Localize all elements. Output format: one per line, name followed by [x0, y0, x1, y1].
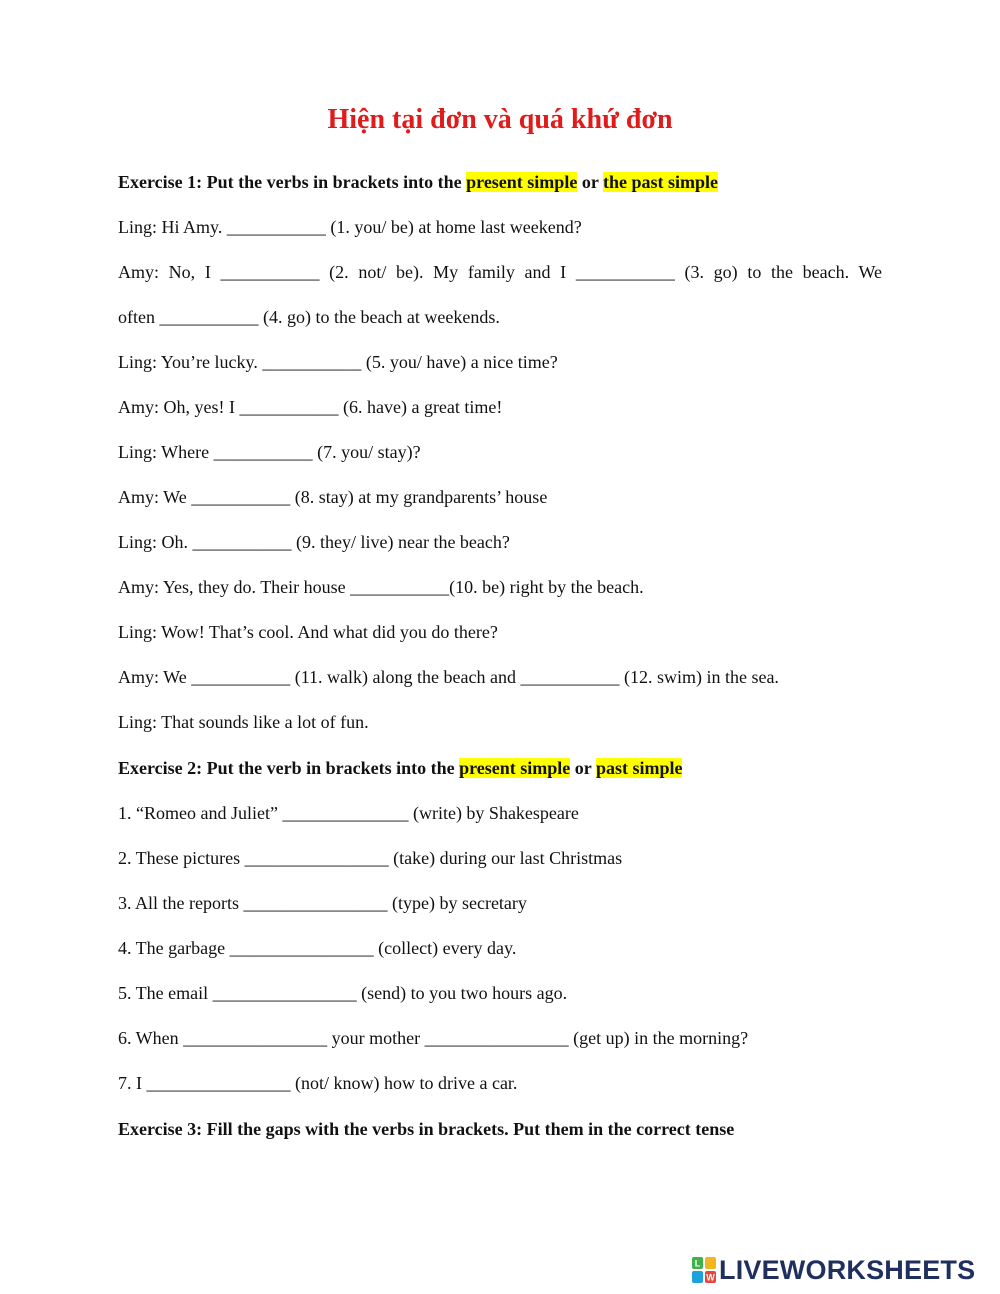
logo-mark-letter-l: L [694, 1258, 701, 1269]
exercise-2-item: 1. “Romeo and Juliet” ______________ (write) by Shakespeare [118, 803, 579, 823]
logo-mark-letter-w: W [706, 1272, 715, 1283]
exercise-1-line: Amy: Oh, yes! I ___________ (6. have) a great time! [118, 397, 503, 417]
exercise-2-item: 6. When ________________ your mother ________________ (get up) in the morning? [118, 1028, 749, 1048]
exercise-1-line: Amy: Yes, they do. Their house ___________(10. be) right by the beach. [118, 577, 644, 597]
liveworksheets-logo-icon [692, 1257, 716, 1283]
exercise-2-item: 7. I ________________ (not/ know) how to drive a car. [118, 1073, 518, 1093]
logo-text: LIVEWORKSHEETS [719, 1254, 976, 1285]
exercise-1-line: Ling: Where ___________ (7. you/ stay)? [118, 442, 421, 462]
exercise-2-heading-text: Exercise 2: Put the verb in brackets into the [118, 758, 460, 778]
exercise-1-line: Amy: We ___________ (8. stay) at my grandparents’ house [118, 487, 548, 507]
exercise-2-highlight-present: present simple [459, 758, 571, 778]
exercise-1-line: Ling: Oh. ___________ (9. they/ live) near the beach? [118, 532, 510, 552]
exercise-2-item: 4. The garbage ________________ (collect) every day. [118, 938, 517, 958]
exercise-1-highlight-past: the past simple [602, 172, 718, 192]
exercise-2-highlight-past: past simple [595, 758, 683, 778]
exercise-2-heading [118, 755, 682, 781]
page-title: Hiện tại đơn và quá khứ đơn [327, 104, 673, 135]
exercise-1-heading [118, 169, 718, 195]
exercise-1-heading-text: Exercise 1: Put the verbs in brackets into the [118, 172, 467, 192]
exercise-1-line: Ling: Hi Amy. ___________ (1. you/ be) at home last weekend? [118, 217, 582, 237]
exercise-2-item: 3. All the reports ________________ (type) by secretary [118, 893, 527, 913]
exercise-2-heading-joiner: or [570, 758, 596, 778]
exercise-2-item: 2. These pictures ________________ (take) during our last Christmas [118, 848, 623, 868]
exercise-1-heading-joiner: or [577, 172, 603, 192]
exercise-2-item: 5. The email ________________ (send) to you two hours ago. [118, 983, 568, 1003]
exercise-1-line: Amy: No, I ___________ (2. not/ be). My family and I ___________ (3. go) to the beach. We [118, 262, 882, 282]
liveworksheets-logo [692, 1254, 975, 1286]
exercise-1-line: often ___________ (4. go) to the beach at weekends. [118, 307, 500, 327]
exercise-1-line: Ling: That sounds like a lot of fun. [118, 712, 369, 732]
exercise-1-line: Amy: We ___________ (11. walk) along the beach and ___________ (12. swim) in the sea. [118, 667, 779, 687]
exercise-1-line: Ling: Wow! That’s cool. And what did you do there? [118, 622, 498, 642]
exercise-3-heading: Exercise 3: Fill the gaps with the verbs in brackets. Put them in the correct tense [118, 1119, 735, 1139]
exercise-1-highlight-present: present simple [466, 172, 578, 192]
exercise-1-line: Ling: You’re lucky. ___________ (5. you/ have) a nice time? [118, 352, 558, 372]
